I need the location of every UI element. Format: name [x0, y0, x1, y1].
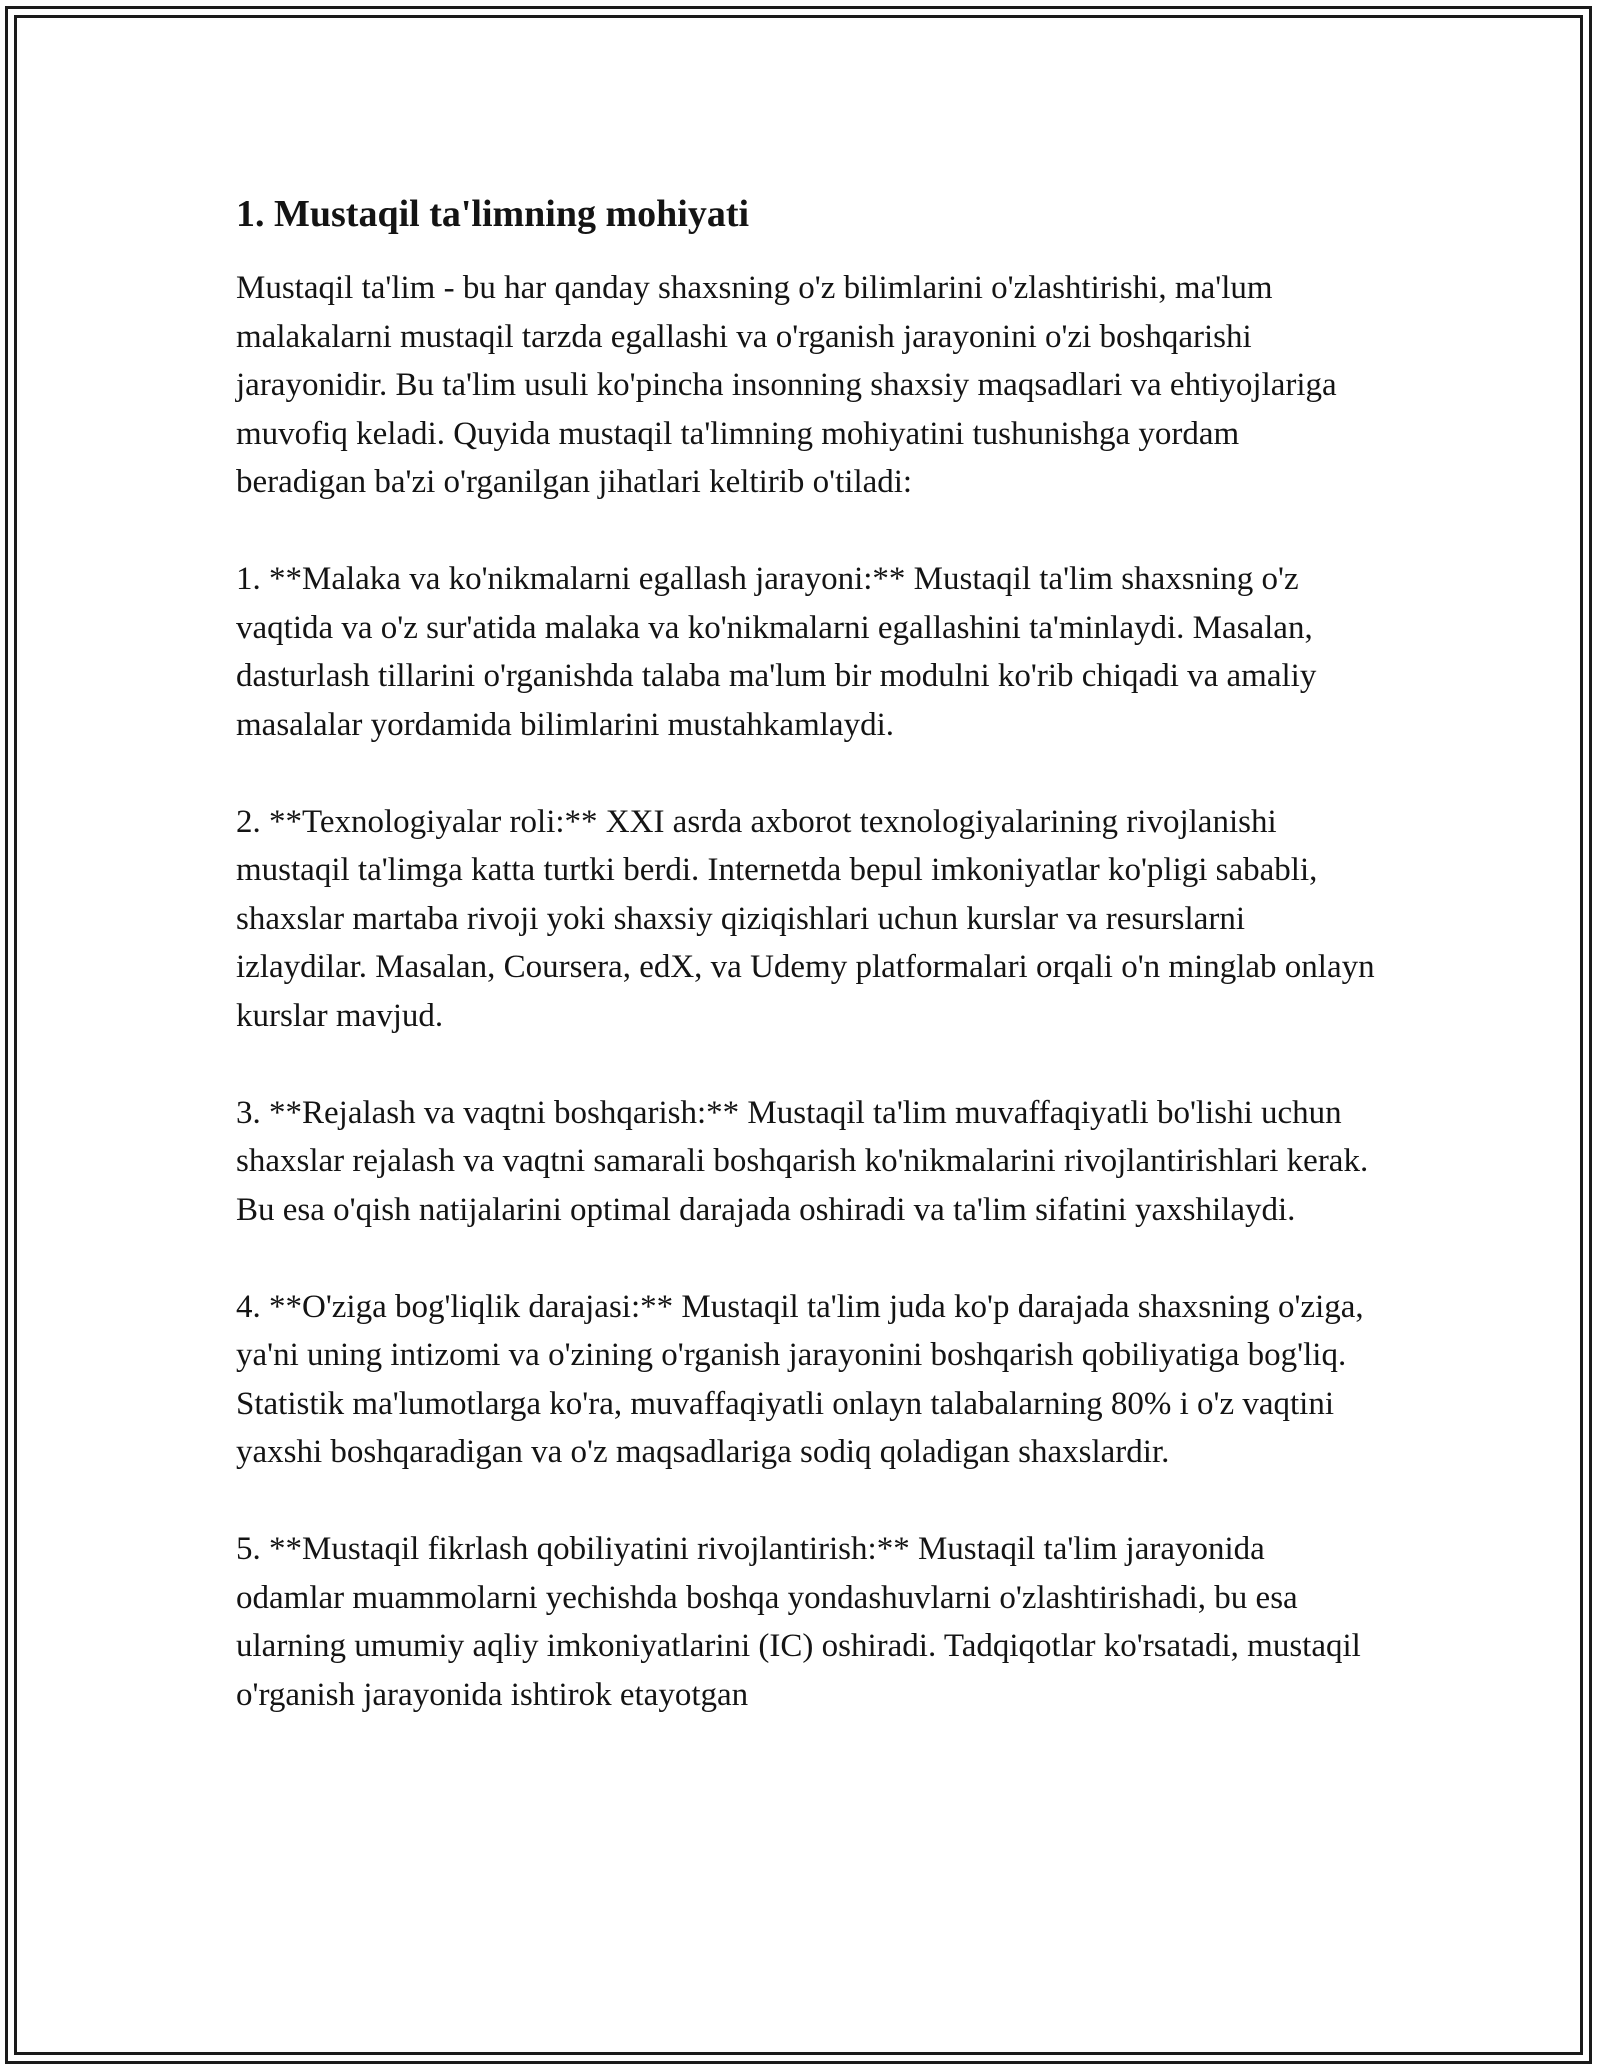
section-title: 1. Mustaqil ta'limning mohiyati — [236, 193, 750, 235]
intro-paragraph: Mustaqil ta'lim - bu har qanday shaxsning o'z bilimlarini o'zlashtirishi, ma'lum malakalarni mustaqil tarzda egallashi va o'rganish jarayonini o'zi boshqarishi jarayonidir. Bu ta'lim usuli ko'pincha insonning shaxsiy maqsadlari va ehtiyojlariga muvofiq keladi. Quyida mustaqil ta'limning mohiyatini tushunishga yordam beradigan ba'zi o'rganilgan jihatlari keltirib o'tiladi: — [236, 270, 1337, 500]
document-page — [236, 185, 1376, 1719]
list-item-5: 5. **Mustaqil fikrlash qobiliyatini rivojlantirish:** Mustaqil ta'lim jarayonida odamlar muammolarni yechishda boshqa yondashuvlarni o'zlashtirishadi, bu esa ularning umumiy aqliy imkoniyatlarini (IC) oshiradi. Tadqiqotlar ko'rsatadi, mustaqil o'rganish jarayonida ishtirok etayotgan — [236, 1531, 1361, 1713]
list-item-3: 3. **Rejalash va vaqtni boshqarish:** Mustaqil ta'lim muvaffaqiyatli bo'lishi uchun shaxslar rejalash va vaqtni samarali boshqarish ko'nikmalarini rivojlantirishlari kerak. Bu esa o'qish natijalarini optimal darajada oshiradi va ta'lim sifatini yaxshilaydi. — [236, 1094, 1369, 1228]
list-item-1: 1. **Malaka va ko'nikmalarni egallash jarayoni:** Mustaqil ta'lim shaxsning o'z vaqtida va o'z sur'atida malaka va ko'nikmalarni egallashini ta'minlaydi. Masalan, dasturlash tillarini o'rganishda talaba ma'lum bir modulni ko'rib chiqadi va amaliy masalalar yordamida bilimlarini mustahkamlaydi. — [236, 561, 1317, 743]
list-item-4: 4. **O'ziga bog'liqlik darajasi:** Mustaqil ta'lim juda ko'p darajada shaxsning o'ziga, ya'ni uning intizomi va o'zining o'rganish jarayonini boshqarish qobiliyatiga bog'liq. Statistik ma'lumotlarga ko'ra, muvaffaqiyatli onlayn talabalarning 80% i o'z vaqtini yaxshi boshqaradigan va o'z maqsadlariga sodiq qoladigan shaxslardir. — [236, 1288, 1364, 1470]
list-item-2: 2. **Texnologiyalar roli:** XXI asrda axborot texnologiyalarining rivojlanishi mustaqil ta'limga katta turtki berdi. Internetda bepul imkoniyatlar ko'pligi sababli, shaxslar martaba rivoji yoki shaxsiy qiziqishlari uchun kurslar va resurslarni izlaydilar. Masalan, Coursera, edX, va Udemy platformalari orqali o'n minglab onlayn kurslar mavjud. — [236, 803, 1375, 1034]
